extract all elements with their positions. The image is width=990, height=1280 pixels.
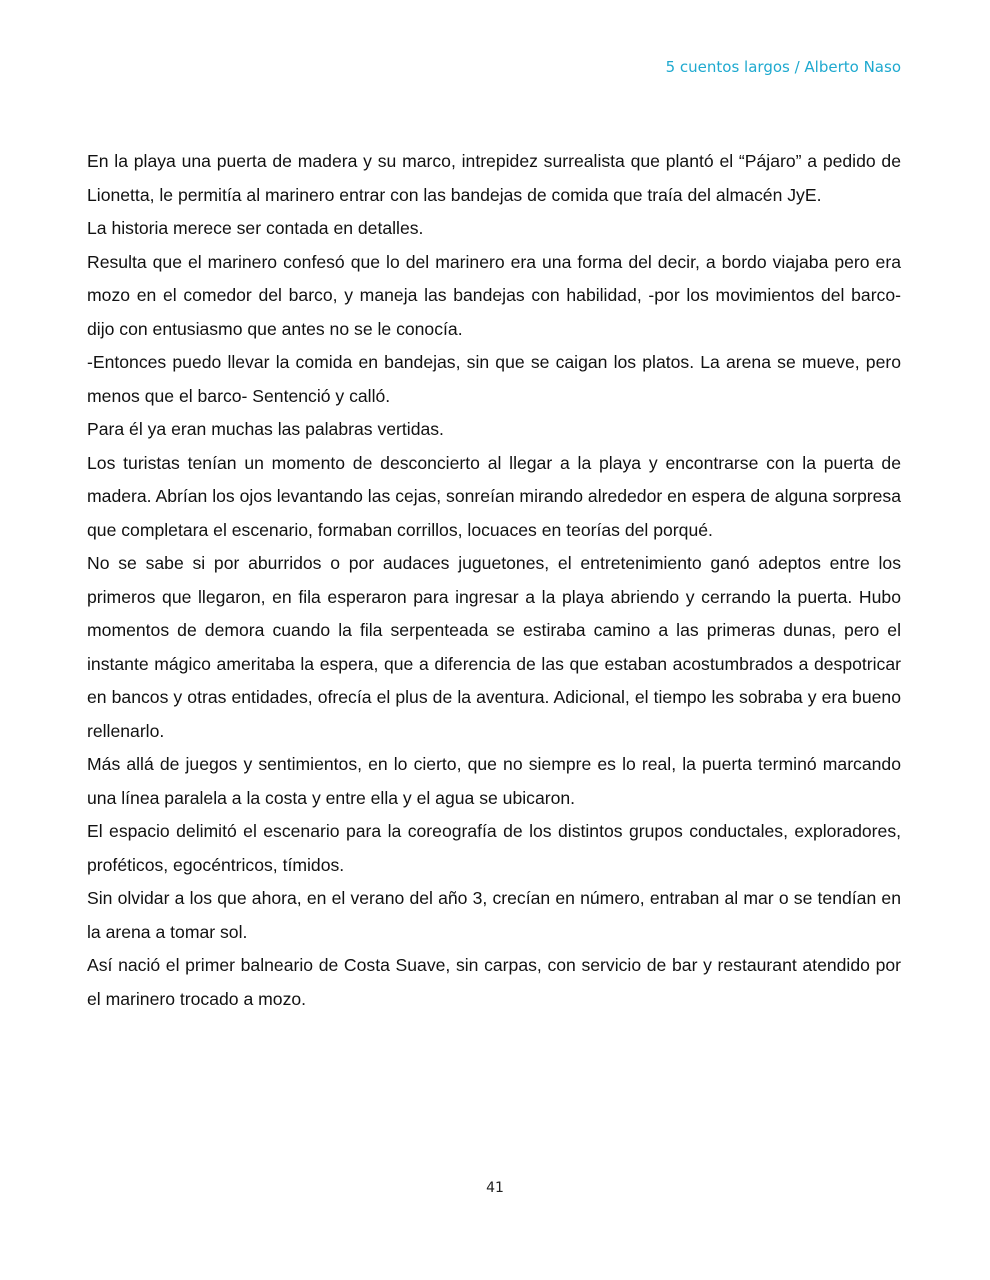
paragraph: Más allá de juegos y sentimientos, en lo cierto, que no siempre es lo real, la puerta terminó marcando una línea paralela a la costa y entre ella y el agua se ubicaron. (87, 754, 901, 808)
paragraph: No se sabe si por aburridos o por audaces juguetones, el entretenimiento ganó adeptos entre los primeros que llegaron, en fila esperaron para ingresar a la playa abriendo y cerrando la puerta. Hubo momentos de demora cuando la fila serpenteada se estiraba camino a las primeras dunas, pero el instante mágico ameritaba la espera, que a diferencia de las que estaban acostumbrados a despotricar en bancos y otras entidades, ofrecía el plus de la aventura. Adicional, el tiempo les sobraba y era bueno rellenarlo. (87, 553, 901, 741)
paragraph: Para él ya eran muchas las palabras vertidas. (87, 419, 444, 439)
paragraph: El espacio delimitó el escenario para la coreografía de los distintos grupos conductales, exploradores, proféticos, egocéntricos, tímidos. (87, 821, 901, 875)
paragraph: Sin olvidar a los que ahora, en el verano del año 3, crecían en número, entraban al mar o se tendían en la arena a tomar sol. (87, 888, 901, 942)
paragraph: Los turistas tenían un momento de desconcierto al llegar a la playa y encontrarse con la puerta de madera. Abrían los ojos levantando las cejas, sonreían mirando alrededor en espera de alguna sorpresa que completara el escenario, formaban corrillos, locuaces en teorías del porqué. (87, 452, 901, 540)
paragraph: Resulta que el marinero confesó que lo del marinero era una forma del decir, a bordo viajaba pero era mozo en el comedor del barco, y maneja las bandejas con habilidad, -por los movimientos del barco- dijo con entusiasmo que antes no se le conocía. (87, 251, 901, 339)
paragraph: En la playa una puerta de madera y su marco, intrepidez surrealista que plantó el “Pájaro” a pedido de Lionetta, le permitía al marinero entrar con las bandejas de comida que traía del almacén JyE. (87, 151, 901, 205)
paragraph: La historia merece ser contada en detalles. (87, 218, 424, 238)
paragraph: Así nació el primer balneario de Costa Suave, sin carpas, con servicio de bar y restaurant atendido por el marinero trocado a mozo. (87, 955, 901, 1009)
paragraph: -Entonces puedo llevar la comida en bandejas, sin que se caigan los platos. La arena se mueve, pero menos que el barco- Sentenció y calló. (87, 352, 901, 406)
page-number: 41 (486, 1180, 504, 1196)
body-text (87, 145, 901, 1016)
running-header: 5 cuentos largos / Alberto Naso (665, 58, 901, 76)
